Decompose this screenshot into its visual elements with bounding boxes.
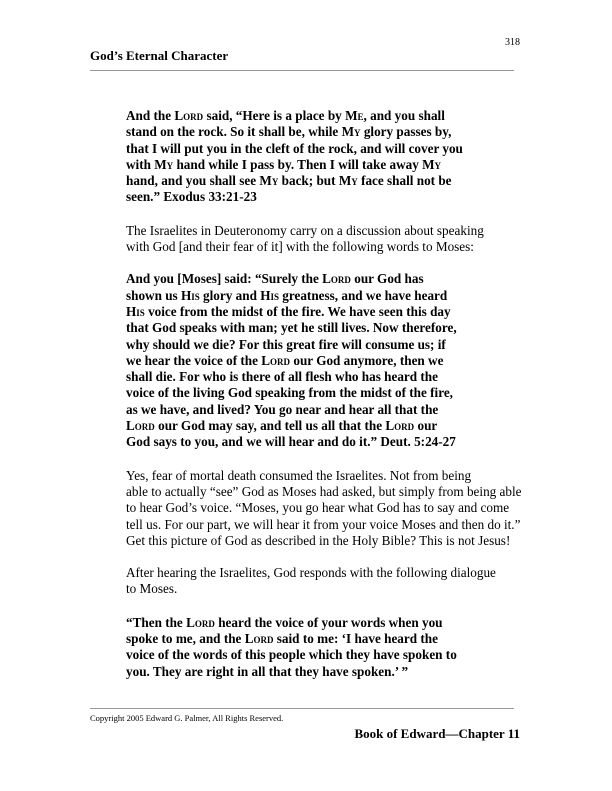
text-line: to hear God’s voice. “Moses, you go hear what God has to say and come (126, 500, 510, 516)
paragraph-god-responds (90, 565, 520, 598)
small-caps-word: Me (345, 108, 364, 123)
small-caps-word: My (259, 173, 279, 189)
header-rule (90, 70, 514, 71)
text-line: God says to you, and we will hear and do it.” Deut. 5:24-27 (126, 434, 456, 450)
text-line: that I will put you in the cleft of the rock, and will cover you (126, 140, 463, 156)
text-line: voice of the living God speaking from the midst of the fire, (126, 385, 453, 401)
small-caps-word: My (422, 156, 442, 172)
text-line: After hearing the Israelites, God responds with the following dialogue (126, 565, 496, 581)
text-line: with My hand while I pass by. Then I will take away My (126, 156, 442, 172)
text-line: And the Lord said, “Here is a place by Me, and you shall (126, 108, 445, 123)
paragraph-deuteronomy-intro (90, 223, 520, 256)
text-line: voice of the words of this people which they have spoken to (126, 647, 457, 663)
scripture-quote-lord-heard (126, 615, 506, 680)
small-caps-word: Lord (174, 108, 204, 123)
text-line: spoke to me, and the Lord said to me: ‘I have heard the (126, 631, 438, 647)
running-title: God’s Eternal Character (90, 48, 229, 63)
small-caps-word: Lord (186, 614, 215, 630)
small-caps-word: My (341, 124, 361, 140)
text-line: stand on the rock. So it shall be, while My glory passes by, (126, 124, 452, 140)
small-caps-word: Lord (322, 271, 351, 287)
text-line: we hear the voice of the Lord our God anymore, then we (126, 352, 444, 368)
scripture-quote-deuteronomy (126, 271, 506, 450)
text-line: Get this picture of God as described in the Holy Bible? This is not Jesus! (126, 532, 511, 548)
text-line: tell us. For our part, we will hear it from your voice Moses and then do it.” (126, 516, 521, 532)
text-line: Lord our God may say, and tell us all that the Lord our (126, 418, 438, 434)
text-line: hand, and you shall see My back; but My face shall not be (126, 173, 452, 189)
small-caps-word: My (154, 156, 174, 172)
text-line: as we have, and lived? You go near and hear all that the (126, 401, 439, 417)
text-line: shall die. For who is there of all flesh who has heard the (126, 369, 438, 385)
text-line: why should we die? For this great fire will consume us; if (126, 336, 446, 352)
small-caps-word: His (180, 287, 200, 303)
text-line: And you [Moses] said: “Surely the Lord our God has (126, 271, 424, 287)
text-line: The Israelites in Deuteronomy carry on a discussion about speaking (126, 222, 484, 238)
text-line: His voice from the midst of the fire. We have seen this day (126, 303, 451, 319)
text-line: able to actually “see” God as Moses had asked, but simply from being able (126, 483, 522, 499)
scripture-quote-exodus (126, 108, 506, 206)
text-line: you. They are right in all that they have spoken.’ ” (126, 663, 409, 679)
small-caps-word: Lord (385, 418, 415, 434)
text-line: Yes, fear of mortal death consumed the Israelites. Not from being (126, 467, 472, 483)
text-line: with God [and their fear of it] with the following words to Moses: (126, 239, 474, 255)
text-line: “Then the Lord heard the voice of your words when you (126, 614, 443, 630)
small-caps-word: His (126, 303, 145, 319)
small-caps-word: Lord (261, 352, 291, 368)
book-chapter-title: Book of Edward—Chapter 11 (354, 726, 520, 741)
copyright-notice: Copyright 2005 Edward G. Palmer, All Rights Reserved. (90, 713, 284, 723)
page-body (90, 108, 520, 680)
text-line: seen.” Exodus 33:21-23 (126, 189, 257, 205)
small-caps-word: Lord (126, 418, 155, 434)
paragraph-fear-of-death (90, 468, 520, 549)
small-caps-word: Lord (244, 631, 274, 647)
text-line: shown us His glory and His greatness, and we have heard (126, 287, 448, 303)
footer-rule (90, 708, 514, 709)
text-line: to Moses. (126, 581, 178, 597)
text-line: that God speaks with man; yet he still lives. Now therefore, (126, 320, 457, 336)
page-number: 318 (505, 37, 520, 48)
small-caps-word: His (260, 287, 279, 303)
small-caps-word: My (338, 173, 358, 189)
